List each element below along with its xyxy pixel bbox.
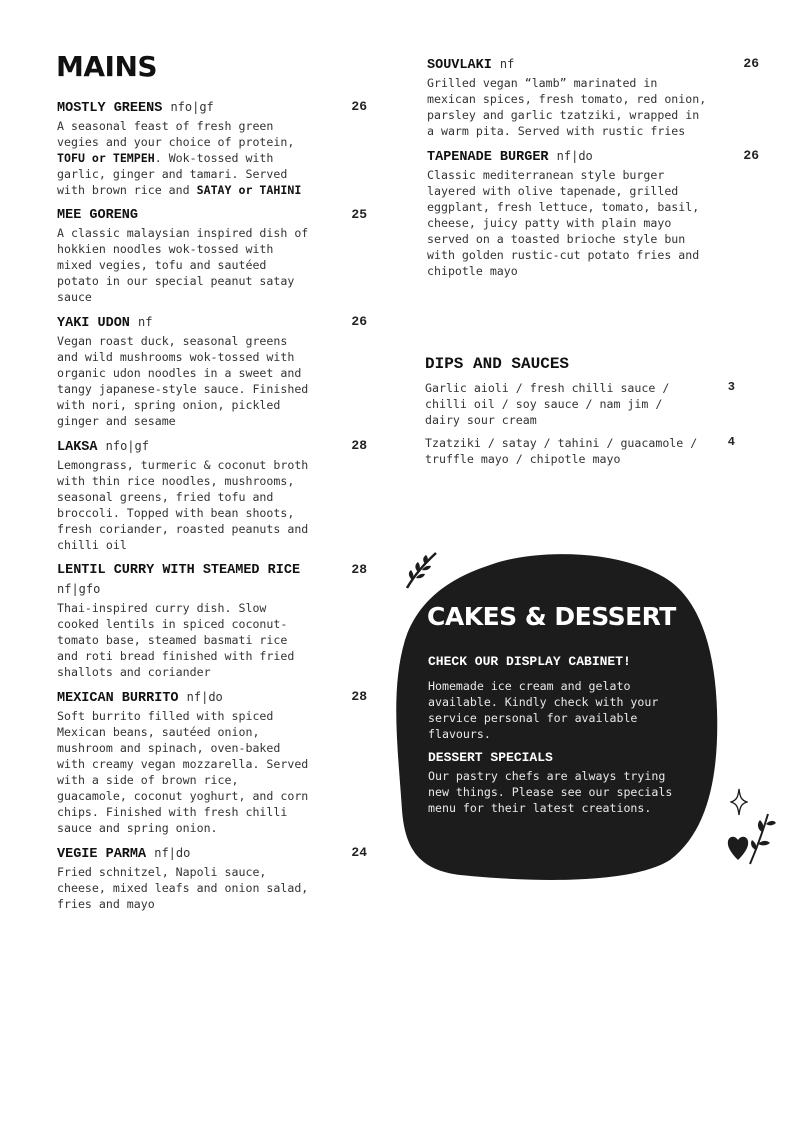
mains-heading: MAINS (56, 50, 158, 83)
dietary-tags: nf|gfo (57, 582, 101, 596)
dietary-tags: nf|do (154, 846, 191, 860)
menu-item-title (57, 561, 307, 600)
menu-item-name: YAKI UDON (57, 316, 130, 331)
menu-item (427, 55, 759, 139)
menu-item-title (57, 206, 307, 225)
menu-item-description (427, 75, 712, 139)
dietary-tags: nf (499, 57, 515, 71)
menu-item-price: 25 (351, 207, 367, 222)
leaf-branch-icon (744, 808, 778, 868)
menu-item (57, 313, 369, 429)
menu-item (57, 561, 369, 680)
menu-item-name: SOUVLAKI (427, 58, 492, 73)
dessert-specials-description: Our pastry chefs are always trying new things. Please see our specials menu for their latest creations. (428, 769, 673, 815)
menu-item-description (57, 600, 312, 680)
menu-item (57, 98, 369, 198)
description-text: Vegan roast duck, seasonal greens and wild mushrooms wok-tossed with organic udon noodles in a sweet and tangy japanese-style sauce. Finished with nori, spring onion, pickled ginger and sesame (57, 334, 309, 428)
menu-item-description (57, 225, 312, 305)
menu-item (427, 147, 759, 279)
menu-item-title (427, 55, 697, 75)
dip-row (425, 380, 735, 428)
menu-item-name: MEE GORENG (57, 208, 139, 223)
menu-item (57, 206, 369, 305)
description-text: A classic malaysian inspired dish of hokkien noodles wok-tossed with mixed vegies, tofu and sautéed potato in our special peanut satay sauce (57, 226, 309, 304)
dip-text: Tzatziki / satay / tahini / guacamole / truffle mayo / chipotle mayo (425, 436, 698, 466)
description-text: Thai-inspired curry dish. Slow cooked lentils in spiced coconut-tomato base, steamed basmati rice and roti bread finished with fried shallots and coriander (57, 601, 295, 679)
menu-item (57, 437, 369, 553)
dip-price: 4 (727, 435, 735, 449)
menu-item-description (57, 708, 312, 836)
menu-item-price: 28 (351, 562, 367, 577)
description-text: Soft burrito filled with spiced Mexican beans, sautéed onion, mushroom and spinach, oven-baked with creamy vegan mozzarella. Served with a side of brown rice, guacamole, coconut yoghurt, and corn chips. Finished with fresh chilli sauce and spring onion. (57, 709, 309, 835)
description-text: Lemongrass, turmeric & coconut broth with thin rice noodles, mushrooms, seasonal greens, fried tofu and broccoli. Topped with bean shoots, fresh coriander, roasted peanuts and chilli oil (57, 458, 309, 552)
dietary-tags: nf (138, 315, 153, 329)
mains-right-column (427, 55, 759, 287)
menu-item-description (427, 167, 712, 279)
description-text: Classic mediterranean style burger layered with olive tapenade, grilled eggplant, fresh lettuce, tomato, basil, cheese, juicy patty with plain mayo served on a toasted brioche style bun with golden rustic-cut potato fries and chipotle mayo (427, 168, 700, 278)
cabinet-heading: CHECK OUR DISPLAY CABINET! (428, 654, 631, 669)
menu-item-title (57, 437, 307, 457)
menu-item-price: 26 (743, 148, 759, 163)
dips-heading: DIPS AND SAUCES (425, 355, 570, 373)
menu-item-description (57, 864, 312, 912)
dietary-tags: nfo|gf (105, 439, 149, 453)
menu-item-price: 26 (351, 314, 367, 329)
cabinet-description: Homemade ice cream and gelato available. Kindly check with your service personal for available flavours. (428, 679, 659, 741)
dietary-tags: nf|do (556, 149, 593, 163)
menu-item-description (57, 457, 312, 553)
menu-item-description (57, 333, 312, 429)
description-text: . Wok-tossed with garlic, ginger and tamari. Served with brown rice and (57, 151, 288, 197)
dip-row (425, 435, 735, 467)
menu-item-price: 26 (743, 56, 759, 71)
menu-item-name: VEGIE PARMA (57, 847, 147, 862)
dietary-tags: nfo|gf (170, 100, 214, 114)
menu-item-description (57, 118, 312, 198)
menu-item-name: MOSTLY GREENS (57, 101, 163, 116)
menu-item-title (57, 688, 307, 708)
description-text: Grilled vegan “lamb” marinated in mexican spices, fresh tomato, red onion, parsley and garlic tzatziki, wrapped in a warm pita. Served with rustic fries (427, 76, 707, 138)
menu-item (57, 688, 369, 836)
menu-item-name: MEXICAN BURRITO (57, 691, 179, 706)
description-text: Fried schnitzel, Napoli sauce, cheese, mixed leafs and onion salad, fries and mayo (57, 865, 309, 911)
menu-item-price: 24 (351, 845, 367, 860)
menu-item-title (57, 844, 307, 864)
highlighted-option: SATAY or TAHINI (196, 183, 302, 197)
dietary-tags: nf|do (186, 690, 223, 704)
menu-item-title (57, 313, 307, 333)
dip-price: 3 (727, 380, 735, 394)
menu-item-price: 26 (351, 99, 367, 114)
dessert-specials-heading: DESSERT SPECIALS (428, 750, 553, 765)
menu-item-title (57, 98, 307, 118)
description-text: A seasonal feast of fresh green vegies and your choice of protein, (57, 119, 295, 149)
menu-item-price: 28 (351, 438, 367, 453)
highlighted-option: TOFU or TEMPEH (57, 151, 155, 165)
dip-text: Garlic aioli / fresh chilli sauce / chilli oil / soy sauce / nam jim / dairy sour cream (425, 381, 670, 427)
menu-item-name: TAPENADE BURGER (427, 150, 549, 165)
menu-item-name: LENTIL CURRY WITH STEAMED RICE (57, 563, 301, 578)
menu-item-title (427, 147, 697, 167)
menu-item (57, 844, 369, 912)
menu-item-price: 28 (351, 689, 367, 704)
cakes-dessert-heading: CAKES & DESSERT (427, 602, 676, 631)
leaf-sprig-icon (402, 548, 442, 593)
menu-item-name: LAKSA (57, 440, 98, 455)
mains-left-column (57, 98, 369, 920)
